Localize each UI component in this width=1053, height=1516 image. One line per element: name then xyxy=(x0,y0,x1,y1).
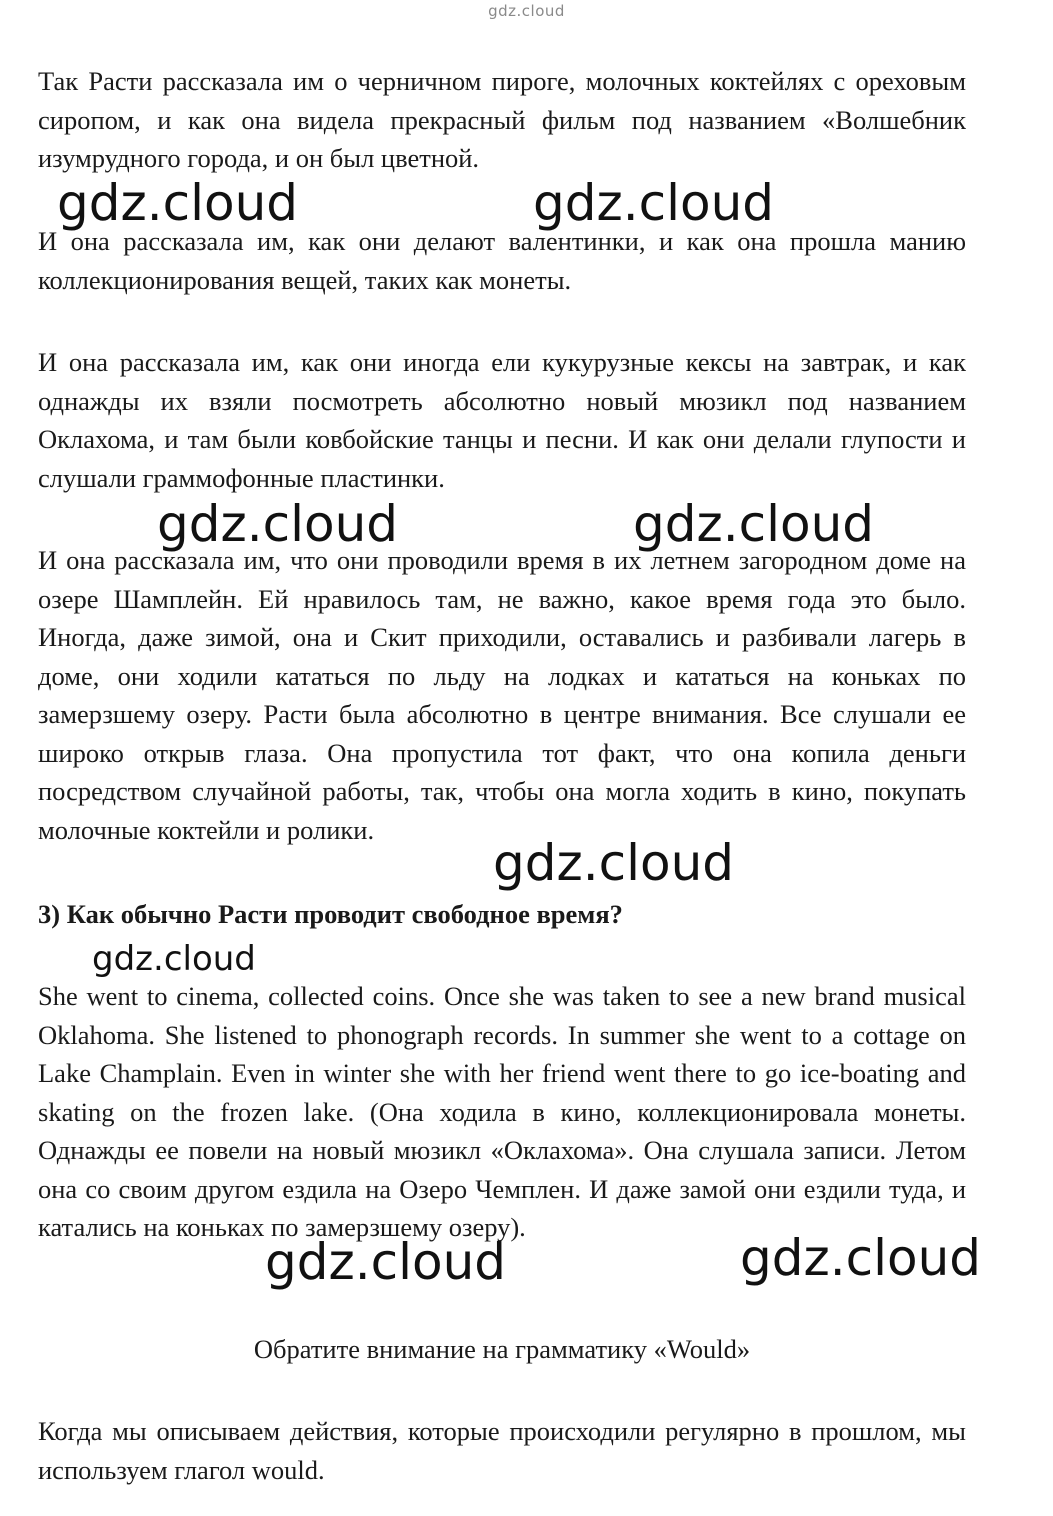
watermark-top: gdz.cloud xyxy=(488,2,565,20)
paragraph-4: И она рассказала им, что они проводили время в их летнем загородном доме на озере Шамплейн. Ей нравилось там, не важно, какое время года это было. Иногда, даже зимой, она и Скит приходили, оставались и разбивали лагерь в доме, они ходили кататься по льду на лодках и кататься на коньках по замерзшему озеру. Расти была абсолютно в центре внимания. Все слушали ее широко открыв глаза. Она пропустила тот факт, что она копила деньги посредством случайной работы, так, чтобы она могла ходить в кино, покупать молочные коктейли и ролики. xyxy=(38,545,966,845)
watermark: gdz.cloud xyxy=(92,939,256,979)
watermark: gdz.cloud xyxy=(493,834,735,892)
question-heading: 3) Как обычно Расти проводит свободное время? xyxy=(38,899,623,929)
watermark: gdz.cloud xyxy=(633,495,875,553)
watermark: gdz.cloud xyxy=(57,174,299,232)
watermark: gdz.cloud xyxy=(740,1229,982,1287)
watermark: gdz.cloud xyxy=(533,174,775,232)
grammar-paragraph: Когда мы описываем действия, которые происходили регулярно в прошлом, мы используем глагол would. xyxy=(38,1416,966,1485)
paragraph-3: И она рассказала им, как они иногда ели кукурузные кексы на завтрак, и как однажды их взяли посмотреть абсолютно новый мюзикл под названием Оклахома, и там были ковбойские танцы и песни. И как они делали глупости и слушали граммофонные пластинки. xyxy=(38,347,966,493)
answer-paragraph: She went to cinema, collected coins. Once she was taken to see a new brand musical Oklahoma. She listened to phonograph records. In summer she went to a cottage on Lake Champlain. Even in winter she with her friend went there to go ice-boating and skating on the frozen lake. (Она ходила в кино, коллекционировала монеты. Однажды ее повели на новый мюзикл «Оклахома». Она слушала записи. Летом она со своим другом ездила на Озеро Чемплен. И даже замой они ездили туда, и катались на коньках по замерзшему озеру). xyxy=(38,981,966,1242)
paragraph-2: И она рассказала им, как они делают валентинки, и как она прошла манию коллекционирования вещей, таких как монеты. xyxy=(38,226,966,295)
paragraph-1: Так Расти рассказала им о черничном пироге, молочных коктейлях с ореховым сиропом, и как она видела прекрасный фильм под названием «Волшебник изумрудного города, и он был цветной. xyxy=(38,66,966,173)
watermark: gdz.cloud xyxy=(157,495,399,553)
grammar-heading: Обратите внимание на грамматику «Would» xyxy=(253,1334,751,1364)
watermark: gdz.cloud xyxy=(265,1233,507,1291)
